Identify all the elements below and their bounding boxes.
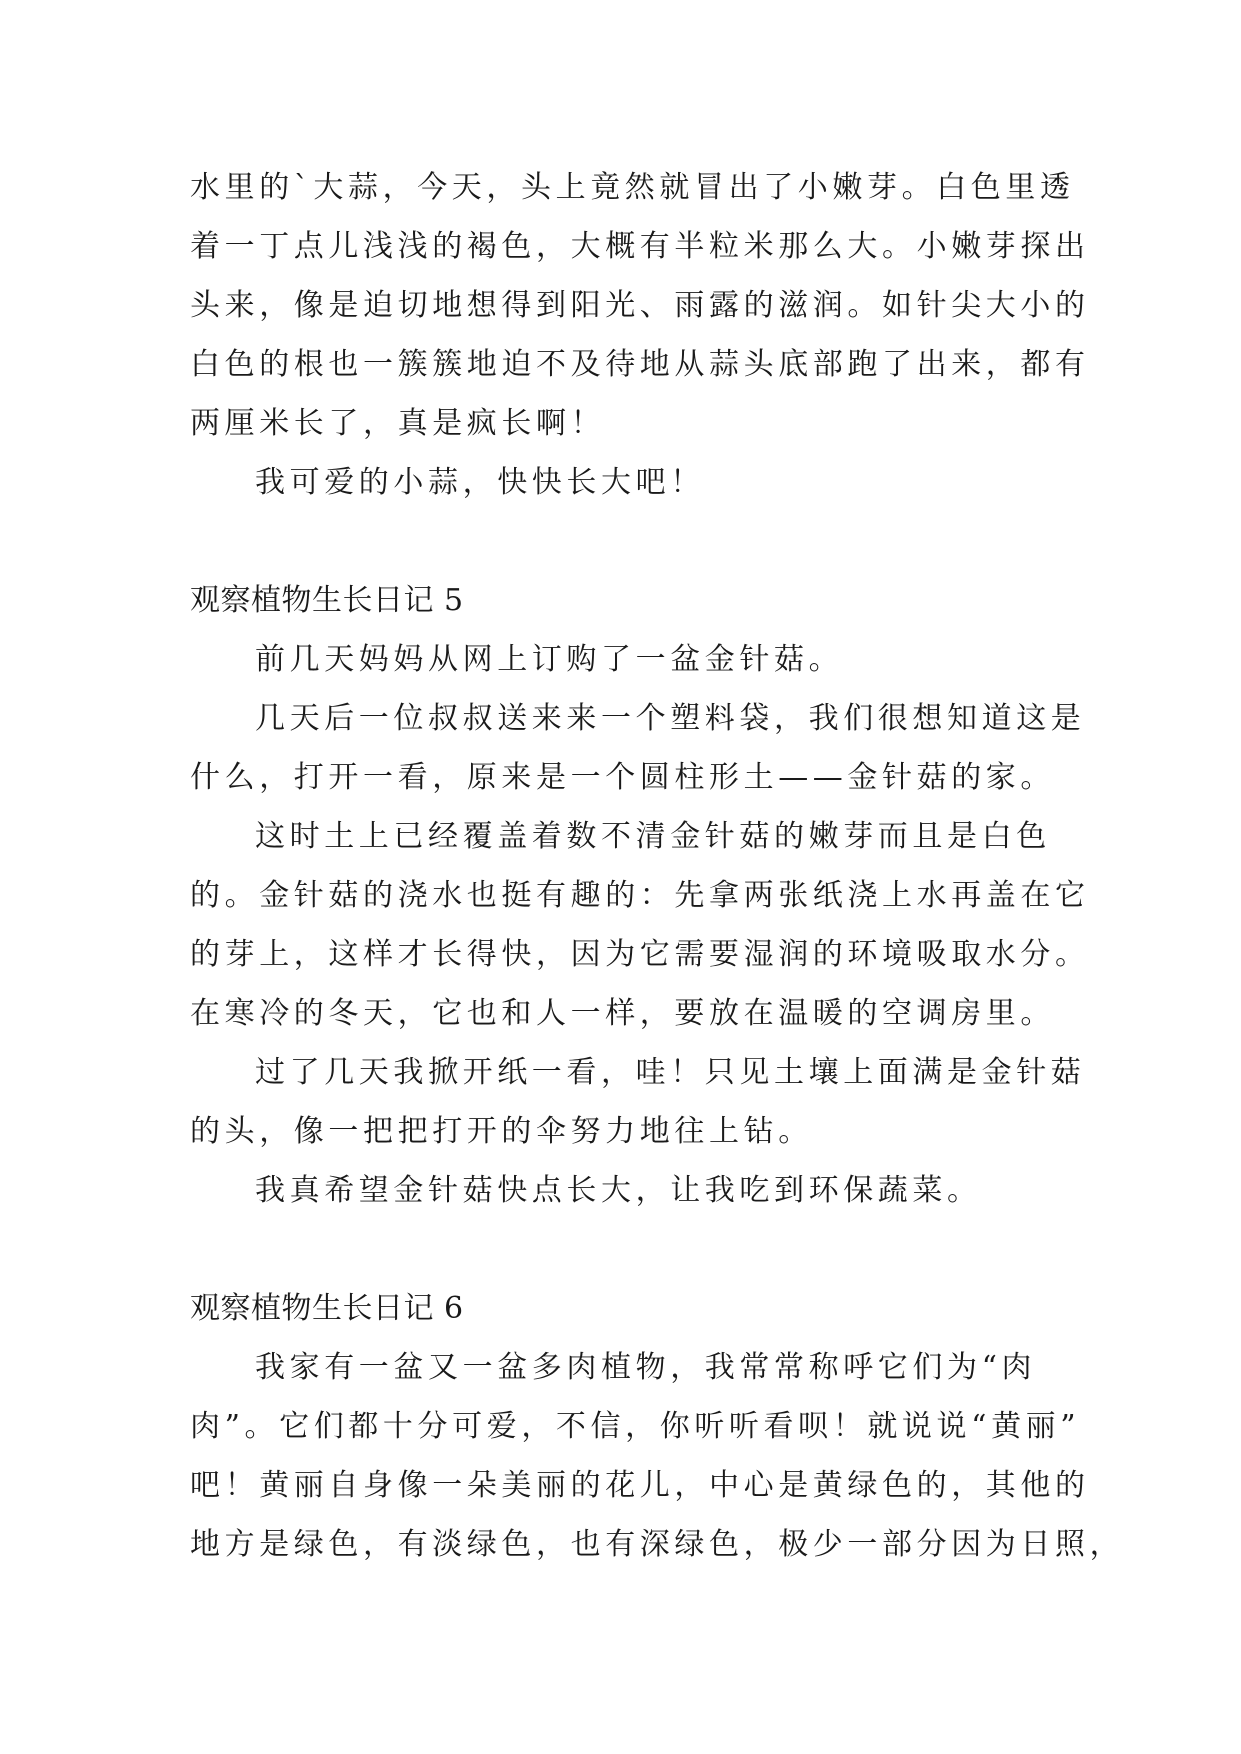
section-title: 观察植物生长日记 6 xyxy=(190,1291,464,1326)
paragraph-line: 我家有一盆又一盆多肉植物，我常常称呼它们为“肉 xyxy=(255,1350,1037,1385)
paragraph-line: 的芽上，这样才长得快，因为它需要湿润的环境吸取水分。 xyxy=(190,937,1090,972)
text-line: 头来，像是迫切地想得到阳光、雨露的滋润。如针尖大小的 xyxy=(190,288,1090,323)
section-spacer xyxy=(190,512,1058,571)
paragraph-line: 肉”。它们都十分可爱，不信，你听听看呗！就说说“黄丽” xyxy=(190,1409,1081,1444)
paragraph-line: 几天后一位叔叔送来来一个塑料袋，我们很想知道这是 xyxy=(255,701,1086,736)
document-page xyxy=(190,158,1125,1574)
text-line: 着一丁点儿浅浅的褐色，大概有半粒米那么大。小嫩芽探出 xyxy=(190,229,1090,264)
section-garlic-continued xyxy=(190,158,1090,512)
text-line: 白色的根也一簇簇地迫不及待地从蒜头底部跑了出来，都有 xyxy=(190,347,1090,382)
paragraph-line: 的。金针菇的浇水也挺有趣的：先拿两张纸浇上水再盖在它 xyxy=(190,878,1090,913)
text-line: 两厘米长了，真是疯长啊！ xyxy=(190,406,606,441)
closing-paragraph: 我可爱的小蒜，快快长大吧！ xyxy=(255,465,705,500)
paragraph-line: 的头，像一把把打开的伞努力地往上钻。 xyxy=(190,1114,813,1149)
paragraph-line: 这时土上已经覆盖着数不清金针菇的嫩芽而且是白色 xyxy=(255,819,1051,854)
paragraph: 我真希望金针菇快点长大，让我吃到环保蔬菜。 xyxy=(255,1173,982,1208)
section-title: 观察植物生长日记 5 xyxy=(190,583,464,618)
paragraph-line: 过了几天我掀开纸一看，哇！只见土壤上面满是金针菇 xyxy=(255,1055,1086,1090)
section-diary-5 xyxy=(190,571,1090,1220)
section-spacer xyxy=(190,1220,1058,1279)
section-diary-6 xyxy=(190,1279,1125,1574)
paragraph-line: 吧！黄丽自身像一朵美丽的花儿，中心是黄绿色的，其他的 xyxy=(190,1468,1090,1503)
paragraph-line: 什么，打开一看，原来是一个圆柱形土——金针菇的家。 xyxy=(190,760,1055,795)
text-line: 水里的`大蒜，今天，头上竟然就冒出了小嫩芽。白色里透 xyxy=(190,170,1075,205)
paragraph-line: 地方是绿色，有淡绿色，也有深绿色，极少一部分因为日照， xyxy=(190,1527,1125,1562)
paragraph-line: 在寒冷的冬天，它也和人一样，要放在温暖的空调房里。 xyxy=(190,996,1055,1031)
paragraph: 前几天妈妈从网上订购了一盆金针菇。 xyxy=(255,642,844,677)
